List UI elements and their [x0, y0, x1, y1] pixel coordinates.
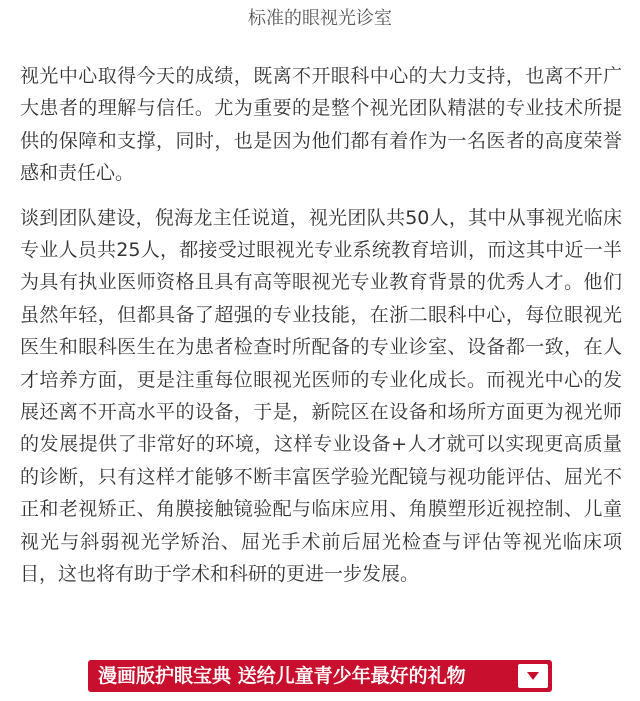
image-caption: 标准的眼视光诊室: [248, 8, 392, 29]
promo-banner-label: 漫画版护眼宝典 送给儿童青少年最好的礼物: [98, 665, 466, 687]
article-body: [20, 60, 622, 603]
article-paragraph-1: 视光中心取得今天的成绩，既离不开眼科中心的大力支持，也离不开广大患者的理解与信任。尤为重要的是整个视光团队精湛的专业技术所提供的保障和支撑，同时，也是因为他们都有着作为一名医者的高度荣誉感和责任心。: [20, 65, 622, 185]
article-paragraph-2: 谈到团队建设，倪海龙主任说道，视光团队共50人，其中从事视光临床专业人员共25人，都接受过眼视光专业系统教育培训，而这其中近一半为具有执业医师资格且具有高等眼视光专业教育背景的优秀人才。他们虽然年轻，但都具备了超强的专业技能，在浙二眼科中心，每位眼视光医生和眼科医生在为患者检查时所配备的专业诊室、设备都一致，在人才培养方面，更是注重每位眼视光医师的专业化成长。而视光中心的发展还离不开高水平的设备，于是，新院区在设备和场所方面更为视光师的发展提供了非常好的环境，这样专业设备+人才就可以实现更高质量的诊断，只有这样才能够不断丰富医学验光配镜与视功能评估、屈光不正和老视矫正、角膜接触镜验配与临床应用、角膜塑形近视控制、儿童视光与斜弱视光学矫治、屈光手术前后屈光检查与评估等视光临床项目，这也将有助于学术和科研的更进一步发展。: [20, 206, 622, 586]
chevron-down-icon[interactable]: [518, 664, 548, 688]
promo-banner-button[interactable]: [88, 660, 552, 692]
